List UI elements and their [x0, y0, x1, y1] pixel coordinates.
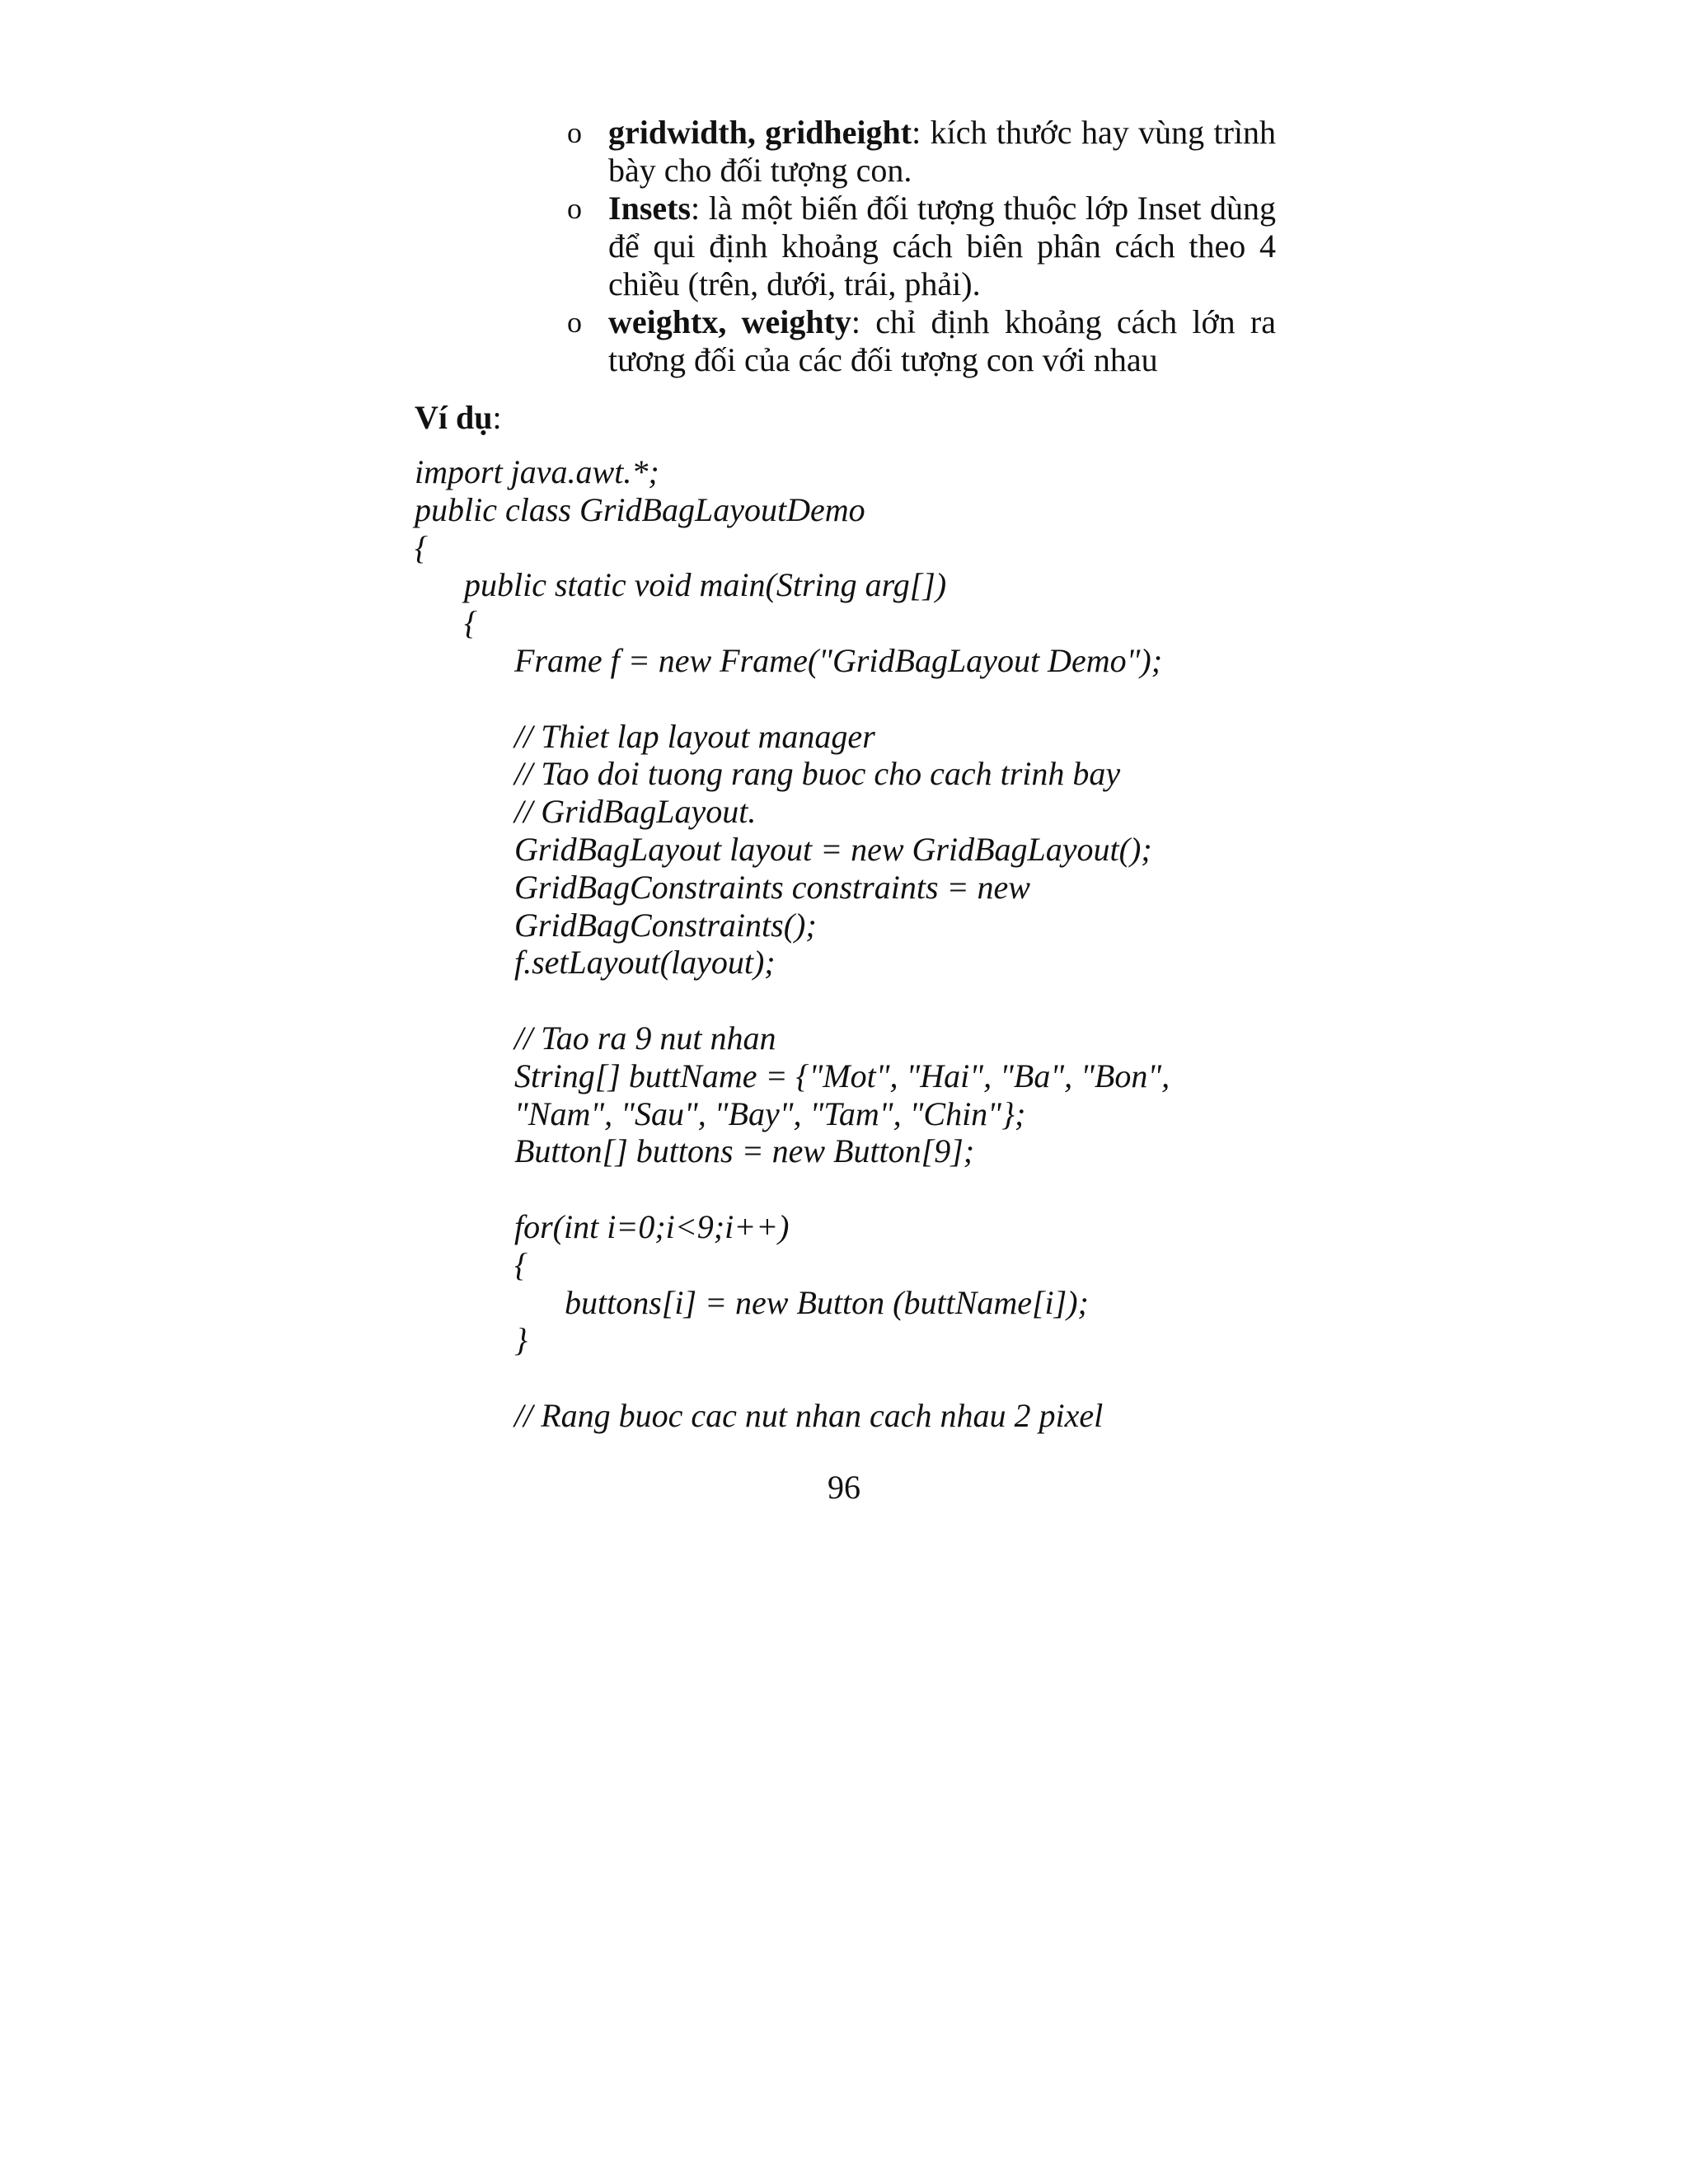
bullet-text: : là một biến đối tượng thuộc lớp Inset dùng để qui định khoảng cách biên phân cách theo 4 chiều (trên, dưới, trái, phải). [608, 190, 1276, 302]
code-comment: // Rang buoc cac nut nhan cach nhau 2 pixel [514, 1396, 1104, 1434]
code-line: GridBagConstraints constraints = new [514, 868, 1030, 906]
page-number: 96 [828, 1469, 860, 1506]
code-line: { [464, 604, 477, 642]
code-line: buttons[i] = new Button (buttName[i]); [565, 1283, 1089, 1321]
code-line: { [415, 528, 428, 566]
code-line: public static void main(String arg[]) [464, 566, 947, 604]
bullet-term: weightx, weighty [608, 303, 851, 340]
property-bullet-list [551, 114, 1276, 379]
bullet-text: : chỉ định khoảng cách lớn ra tương đối của các đối tượng con với nhau [608, 303, 1277, 378]
bullet-item-insets [551, 190, 1276, 303]
example-heading [415, 399, 502, 437]
code-line: String[] buttName = {"Mot", "Hai", "Ba", "Bon", [514, 1057, 1170, 1094]
code-line: f.setLayout(layout); [514, 944, 776, 982]
code-line: { [514, 1245, 528, 1283]
example-heading-suffix: : [492, 399, 502, 436]
code-line: GridBagLayout layout = new GridBagLayout(); [514, 830, 1152, 868]
code-line-blank [415, 982, 1321, 1019]
code-line: } [514, 1321, 528, 1359]
code-comment: // Thiet lap layout manager [514, 717, 875, 755]
bullet-text: : kích thước hay vùng trình bày cho đối tượng con. [608, 114, 1277, 189]
bullet-term: gridwidth, gridheight [608, 114, 912, 151]
bullet-marker: o [567, 116, 582, 149]
code-comment: // Tao ra 9 nut nhan [514, 1019, 776, 1057]
code-line-blank [415, 680, 1321, 718]
code-comment: // GridBagLayout. [514, 793, 757, 831]
code-line-blank [415, 1170, 1321, 1208]
code-line: Button[] buttons = new Button[9]; [514, 1132, 975, 1170]
code-comment: // Tao doi tuong rang buoc cho cach trinh bay [514, 755, 1121, 793]
bullet-marker: o [567, 306, 582, 339]
code-listing [415, 453, 1321, 1435]
code-line-blank [415, 1359, 1321, 1397]
code-line: GridBagConstraints(); [514, 906, 817, 944]
code-line: public class GridBagLayoutDemo [415, 490, 865, 528]
code-line: for(int i=0;i<9;i++) [514, 1207, 790, 1245]
code-line: Frame f = new Frame("GridBagLayout Demo"); [514, 641, 1163, 679]
bullet-term: Insets [608, 190, 692, 227]
code-line: import java.awt.*; [415, 453, 659, 490]
bullet-item-gridwidth [551, 114, 1276, 190]
example-heading-label: Ví dụ [415, 399, 493, 436]
bullet-item-weight [551, 303, 1276, 379]
code-line: "Nam", "Sau", "Bay", "Tam", "Chin"}; [514, 1094, 1026, 1132]
bullet-marker: o [567, 192, 582, 225]
